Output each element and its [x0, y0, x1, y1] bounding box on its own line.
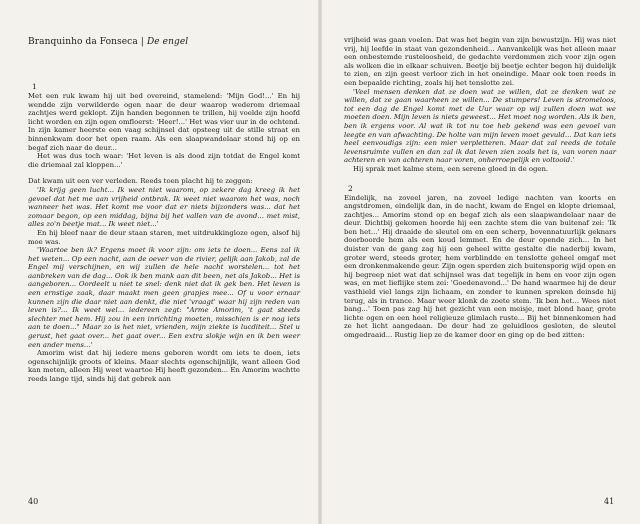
running-head-separator: |: [140, 37, 144, 47]
section-number: 1: [32, 82, 37, 91]
page-number: 40: [28, 497, 39, 506]
quote-paragraph: 'Ik krijg geen lucht... Ik weet niet waarom, op zekere dag kreeg ik het gevoel dat het me aan vrijheid ontbrak. Ik weet niet waarom het was, noch wanneer het was. Het komt me voor dat er niets bijzonders was... dat het zomaar begon, op een middag, bijna bij het vallen van de avond... met mist, alles zo'n beetje mat... Ik weet niet...': [28, 185, 300, 229]
running-head-author: Branquinho da Fonseca: [28, 37, 138, 47]
paragraph: Dat kwam uit een ver verleden. Reeds toen placht hij te zeggen:: [28, 177, 253, 186]
running-head-title: De engel: [146, 37, 189, 47]
paragraph: Eindelijk, na zoveel jaren, na zoveel ledige nachten van koorts en angstdromen, eindelijk dan, in de nacht, kwam de Engel en klopte driemaal, zachtjes... Amorim stond op en begaf zich als een slaapwandelaar naar de deur. Dichtbij gekomen hoorde hij een zachte stem die van buitenaf zei: 'Ik ben het...' Hij draaide de sleutel om en een scherp, bovennatuurlijk geknars doorboorde hem als een koud lemmet. En de deur opende zich... In het duister van de gang zag hij een geheel witte gestalte die naderbij kwam, groter werd, steeds groter, hem verblindde en tenslotte geheel omgaf met een dronkenmakende geur. Zijn ogen sperden zich buitensporig wijd open en hij begreep niet wat dat schijnsel was dat tegelijk in hem en voor zijn ogen was, en met lieflijke stem zei: 'Goedenavond...' De hand waarmee hij de deur vasthield viel langs zijn lichaam, en zonder te kunnen spreken deinsde hij terug, als in trance. Maar weer klonk de zoete stem. 'Ik ben het... Wees niet bang...' Toen pas zag hij het gezicht van een meisje, met blond haar, grote lichte ogen en een heel religieuze glimlach ruste... Bij het binnenkomen had ze het licht aangedaan. De deur had ze geluidloos gesloten, de sleutel omgedraaid... Rustig liep ze de kamer door en ging op de bed zitten:: [344, 193, 616, 339]
paragraph: En hij bleef naar de deur staan staren, met uitdrukkingloze ogen, alsof hij moe was.: [28, 228, 300, 246]
right-page-text: [344, 36, 616, 340]
page-number: 41: [604, 497, 615, 506]
quote-paragraph: 'Veel mensen denken dat ze doen wat ze willen, dat ze denken wat ze willen, dat ze gaan waarheen ze willen... De stumpers! Leven is stromeloos, tot een dag de Engel komt met de Uur waar op wij zullen doen wat we moeten doen. Mijn leven is niets geweest... Het moet nog worden. Als ik ben, ben ik ergens voor. Al wat ik tot nu toe heb gekend was een gevoel van leegte en van afwachting. De holte van mijn leven moet gevuld... Dat kan iets heel eenvoudigs zijn: een mier verpletteren. Maar dat zal reeds de totale levensruimte vullen en dan zal ik dat leven zien zoals het is, van voren naar achteren en van achteren naar voren, onherroepelijk en voltooid.': [344, 87, 616, 165]
paragraph: Het was dus toch waar: 'Het leven is als dood zijn totdat de Engel komt die driemaal zal kloppen...': [28, 152, 300, 169]
paragraph: vrijheid was gaan voelen. Dat was het begin van zijn bewustzijn. Hij was niet vrij, hij leefde in staat van gezondenheid... Aanvankelijk was het alleen maar een onbestemde rusteloosheid, de gedachte verdommen zich voor zijn ogen als wolken die in elkaar schuiven. Beetje bij beetje echter begon hij duidelijk te zien, en zijn geest verloor zich in het oneindige. Maar ook toen reeds in een bepaalde richting, zoals hij het tenslotte zei.: [344, 36, 616, 87]
left-page: [0, 0, 318, 524]
quote-paragraph: 'Waartoe ben ik? Ergens moet ik voor zijn: om iets te doen... Eens zal ik het weten... Op een nacht, aan de oever van de rivier, gelijk aan Jakob, zal de Engel mij verschijnen, en wij zullen de hele nacht worstelen... tot het aanbreken van de dag... Ook ik ben mank aan dit been, net als Jakob... Het is aangeboren... Oordeelt u niet te snel: denk niet dat ik gek ben. Het leven is een ernstige zaak, daar maakt men geen grapjes mee... Of u voor ernaar kunnen zijn die daar niet aan denkt, die niet 'vraagt' waar hij zijn reden van leven is?... Ik weet wel... iedereen zegt: "Arme Amorim, 't gaat steeds slechter met hem. Hij zou in een inrichting moeten, misschien is er nog iets aan te doen..." Maar zo is het niet, vrienden, mijn ziekte is lucditeit... Stel u gerust, het gaat over... het gaat over... Een extra slokje wijn en ik ben weer een ander mens...': [28, 246, 300, 349]
section-number: 2: [348, 183, 353, 193]
running-head: [28, 37, 188, 47]
paragraph: Met een ruk kwam hij uit bed overeind, stamelend: 'Mijn God!...' En hij wendde zijn verwilderde ogen naar de deur waarop wederom driemaal zachtjes werd geklopt. Zijn handen begonnen te trillen, hij voelde zijn hoofd licht worden en zijn ogen omfloerst: 'Heer!...' Het was vier uur in de ochtend. In zijn kamer heerste een vaag schijnsel dat opsteeg uit de stille straat en binnenkwam door het open raam. Als een slaapwandelaar stond hij op en begaf zich naar de deur...: [28, 92, 300, 152]
left-page-text: [28, 82, 300, 384]
right-page: [322, 0, 640, 524]
paragraph: Hij sprak met kalme stem, een serene gloed in de ogen.: [353, 164, 549, 173]
paragraph: Amorim wist dat hij iedere mens geboren wordt om iets te doen, iets ogenschijnlijk groots of kleins. Maar slechts ogenschijnlijk, want alleen God kan meten, alleen Hij weet waartoe Hij heeft gezonden... En Amorim wachtte reeds lange tijd, sinds hij dat gebrek aan: [28, 349, 300, 383]
